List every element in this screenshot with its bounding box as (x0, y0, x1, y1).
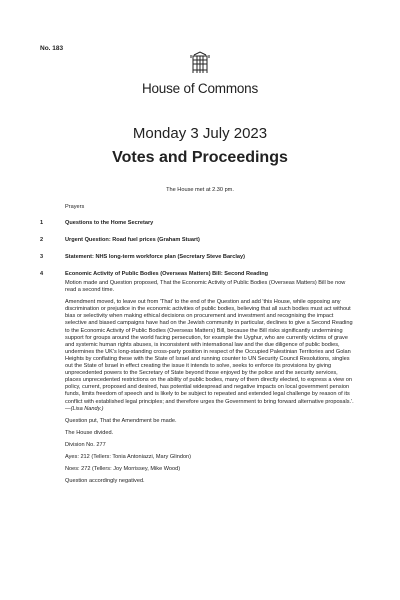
noes-result: Noes: 272 (Tellers: Joy Morrissey, Mike Wood) (65, 466, 181, 473)
item-4-proceedings (65, 280, 355, 490)
agenda-item-title: Economic Activity of Public Bodies (Overseas Matters) Bill: Second Reading (65, 271, 269, 277)
portcullis-icon (189, 50, 211, 74)
page-title: Votes and Proceedings (112, 149, 288, 166)
agenda-item-number: 3 (40, 254, 44, 260)
ayes-result: Ayes: 212 (Tellers: Tonia Antoniazzi, Mary Glindon) (65, 453, 192, 460)
agenda-item-title: Questions to the Home Secretary (65, 220, 154, 226)
agenda-item-title: Statement: NHS long-term workforce plan (Secretary Steve Barclay) (65, 254, 245, 260)
agenda-item-number: 1 (40, 220, 44, 226)
question-put: Question put, That the Amendment be made. (65, 417, 177, 424)
amendment-mover: —(Lisa Nandy.) (65, 405, 104, 412)
house-name: House of Commons (141, 81, 259, 96)
house-divided: The House divided. (65, 429, 114, 436)
document-number: No. 183 (40, 45, 64, 52)
agenda-item-title: Urgent Question: Road fuel prices (Graham Stuart) (65, 237, 200, 243)
house-met-statement: The House met at 2.30 pm. (166, 187, 234, 193)
amendment-paragraph (65, 299, 355, 413)
motion-paragraph: Motion made and Question proposed, That the Economic Activity of Public Bodies (Overseas Matters) Bill be now read a second time. (65, 280, 346, 294)
agenda-item-number: 4 (40, 271, 44, 277)
sitting-date: Monday 3 July 2023 (132, 125, 268, 142)
division-number: Division No. 277 (65, 441, 106, 448)
amendment-text: Amendment moved, to leave out from 'That' to the end of the Question and add 'this House, while opposing any discrimination or prejudice in the economic activities of public bodies, believing that all such bodies must act without bias or selectivity when making ethical decisions on procurement and investment and recognising the impact selective and biased campaigns have had on the Jewish community in particular, declines to give a Second Reading to the Economic Activity of Public Bodies (Overseas Matters) Bill, because the Bill risks significantly undermining support for groups around the world facing persecution, for example the Uyghur, who are currently victims of grave and systemic human rights abuses, is inconsistent with international law and the due diligence of public bodies, undermines the UK's long-standing cross-party position in respect of the Occupied Palestinian Territories and Golan Heights by conflating these with the State of Israel and running counter to UN Security Council Resolutions, singles out the State of Israel in effect creating the issue it intends to solve, seeks to enforce its provisions by giving unprecedented powers to the Secretary of State beyond those enjoyed by the police and the security services, places unprecedented restrictions on the ability of public bodies, many of them directly elected, to express a view on policy, current, proposed and desired, has potential widespread and negative impacts on local government pension funds, limits freedom of speech and is likely to be subject to repeated and extended legal challenge by reason of its conflict with established legal principles; and therefore urges the Government to bring forward alternative proposals.'. (65, 299, 354, 405)
question-result: Question accordingly negatived. (65, 478, 145, 485)
prayers-label: Prayers (65, 204, 85, 210)
agenda-item-number: 2 (40, 237, 44, 243)
